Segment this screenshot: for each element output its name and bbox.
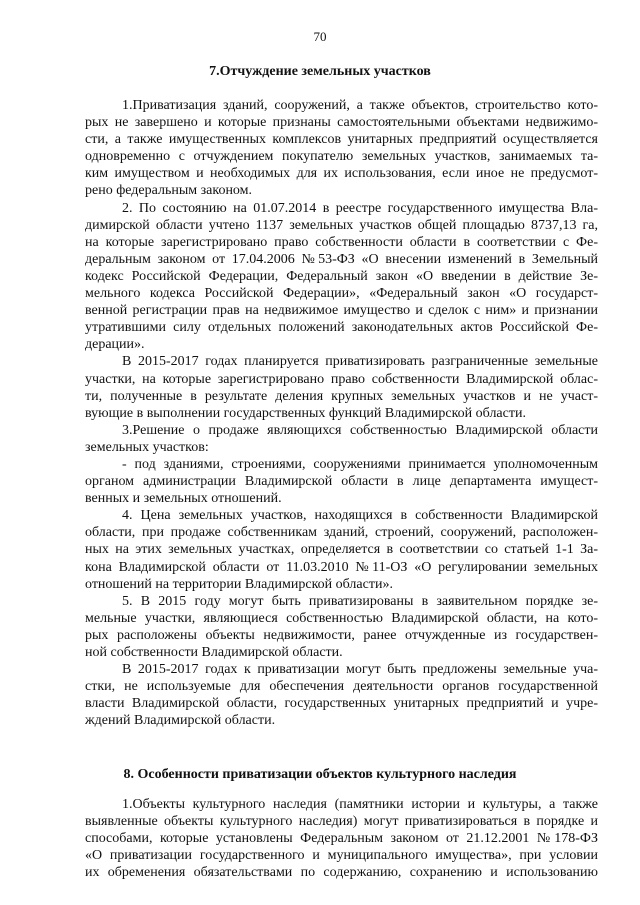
text-line: вующие в выполнении государственных функций Владимирской области.	[85, 405, 526, 421]
text-line: В 2015-2017 годах к приватизации могут быть предложены земельные уча-	[122, 662, 598, 678]
text-line: 1.Приватизация зданий, сооружений, а также объектов, строительство кото-	[122, 98, 598, 113]
text-line: 3.Решение о продаже являющихся собственностью Владимирской области	[122, 422, 598, 438]
text-line: кона Владимирской области от 11.03.2010 №11-ОЗ «О регулировании земельных	[85, 559, 598, 575]
section-7-heading: 7.Отчуждение земельных участков	[209, 64, 431, 79]
text-line: ждений Владимирской области.	[85, 713, 276, 729]
text-line: 5. В 2015 году могут быть приватизированы в заявительном порядке зе-	[122, 593, 598, 609]
text-line: ных на этих земельных участках, определяется в соответствии со статьей 1-1 За-	[85, 542, 598, 558]
text-line: В 2015-2017 годах планируется приватизировать разграниченные земельные	[122, 354, 598, 370]
text-line: 4. Цена земельных участков, находящихся в собственности Владимирской	[122, 508, 598, 524]
text-line: утратившими силу отдельных положений законодательных актов Российской Фе-	[85, 320, 598, 336]
text-line: способами, которые установлены Федеральным законом от 21.12.2001 №178-ФЗ	[85, 831, 598, 847]
text-line: рых расположены объекты недвижимости, ранее отчужденные из государствен-	[85, 627, 598, 643]
text-line: мельные участки, являющиеся собственностью Владимирской области, на кото-	[85, 610, 598, 626]
text-line: земельных участков:	[85, 439, 209, 455]
text-line: органом администрации Владимирской области в лице департамента имущест-	[85, 474, 598, 490]
text-line: ким имуществом и необходимых для их использования, если иное не предусмот-	[85, 166, 598, 182]
text-line: выявленные объекты культурного наследия) могут приватизироваться в порядке и	[85, 814, 598, 830]
text-line: ной собственности Владимирской области.	[85, 645, 343, 660]
text-line: рено федеральным законом.	[85, 183, 253, 199]
section-8-body	[85, 796, 598, 881]
text-line: «О приватизации государственного и муниципального имущества», при условии	[85, 848, 598, 864]
text-line: 1.Объекты культурного наследия (памятники истории и культуры, а также	[122, 797, 598, 812]
text-line: участки, на которые зарегистрировано право собственности Владимирской облас-	[85, 371, 598, 387]
text-line: одновременно с отчуждением покупателю земельных участков, занимаемых та-	[85, 149, 598, 165]
text-line: области, при продаже собственникам зданий, строений, сооружений, расположен-	[85, 525, 598, 541]
text-line: их обременения обязательствами по содержанию, сохранению и использованию	[85, 865, 598, 881]
text-line: - под зданиями, строениями, сооружениями принимается уполномоченным	[122, 456, 598, 472]
text-line: на которые зарегистрировано право собственности области в соответствии с Фе-	[85, 234, 598, 250]
page-number: 70	[313, 29, 327, 44]
text-line: дерации».	[85, 337, 145, 353]
section-8-heading: 8. Особенности приватизации объектов культурного наследия	[123, 767, 517, 782]
text-line: отношений на территории Владимирской области».	[85, 576, 393, 592]
text-line: сти, а также имущественных комплексов унитарных предприятий осуществляется	[85, 132, 598, 148]
text-line: венной регистрации прав на недвижимое имущество и сделок с ним» и признании	[85, 303, 598, 319]
section-7-body	[85, 97, 598, 729]
text-line: рых не завершено и которые признаны самостоятельными объектами недвижимо-	[85, 115, 598, 131]
text-line: мельного кодекса Российской Федерации», «Федеральный закон «О государст-	[85, 286, 598, 302]
text-line: димирской области учтено 1137 земельных участков общей площадью 8737,13 га,	[85, 217, 598, 233]
text-line: стки, не используемые для обеспечения деятельности органов государственной	[85, 679, 598, 695]
text-line: деральным законом от 17.04.2006 №53-ФЗ «О внесении изменений в Земельный	[85, 251, 598, 267]
text-line: власти Владимирской области, государственных унитарных предприятий и учре-	[85, 696, 598, 712]
text-line: кодекс Российской Федерации, Федеральный закон «О введении в действие Зе-	[85, 268, 598, 284]
text-line: 2. По состоянию на 01.07.2014 в реестре государственного имущества Вла-	[122, 200, 598, 216]
text-line: ти, полученные в результате деления крупных земельных участков и не участ-	[85, 388, 598, 404]
text-line: венных и земельных отношений.	[85, 491, 282, 507]
